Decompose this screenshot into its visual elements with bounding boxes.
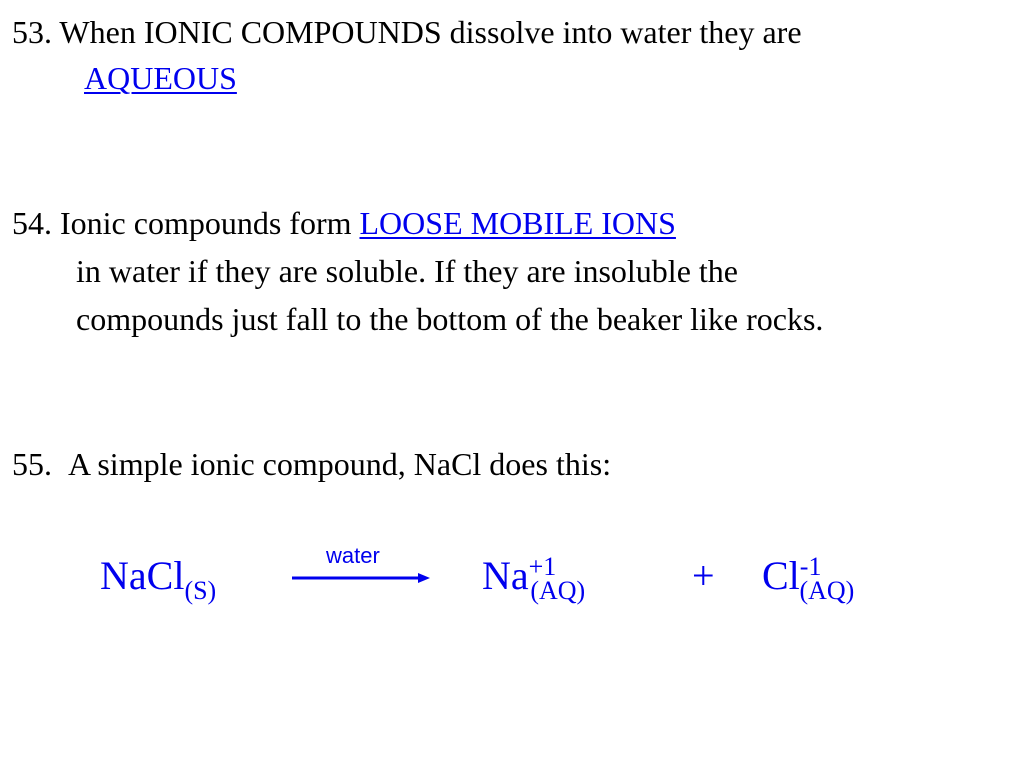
q55-line1 <box>12 446 611 482</box>
product-sodium <box>482 554 585 603</box>
product2-charge: -1 <box>799 552 822 581</box>
q53-line1 <box>12 14 802 50</box>
q53-answer: AQUEOUS <box>84 60 237 96</box>
q54-line2: in water if they are soluble. If they are insoluble the <box>76 253 738 289</box>
q53-number: 53. <box>12 14 52 50</box>
plus-sign: + <box>692 553 715 598</box>
q54-text: Ionic compounds form <box>60 205 352 241</box>
product1-formula: Na <box>482 553 529 598</box>
q55-text: A simple ionic compound, NaCl does this: <box>68 446 612 482</box>
reactant-state: (S) <box>184 576 217 605</box>
product2-formula: Cl <box>762 553 800 598</box>
reactant-formula: NaCl <box>100 553 185 598</box>
q54-answer: LOOSE MOBILE IONS <box>359 205 676 241</box>
q55-number: 55. <box>12 446 52 482</box>
arrow-label: water <box>326 543 380 568</box>
q54-line3: compounds just fall to the bottom of the beaker like rocks. <box>76 301 824 337</box>
q53-text: When IONIC COMPOUNDS dissolve into water they are <box>59 14 802 50</box>
q53-line2 <box>84 60 237 96</box>
product2-state: (AQ) <box>799 576 855 605</box>
product1-state: (AQ) <box>530 576 586 605</box>
reactant <box>100 554 216 603</box>
reaction-arrow-icon <box>292 570 432 586</box>
q54-line1 <box>12 205 676 241</box>
product-chloride <box>762 554 854 603</box>
product1-charge: +1 <box>528 552 557 581</box>
q54-number: 54. <box>12 205 52 241</box>
